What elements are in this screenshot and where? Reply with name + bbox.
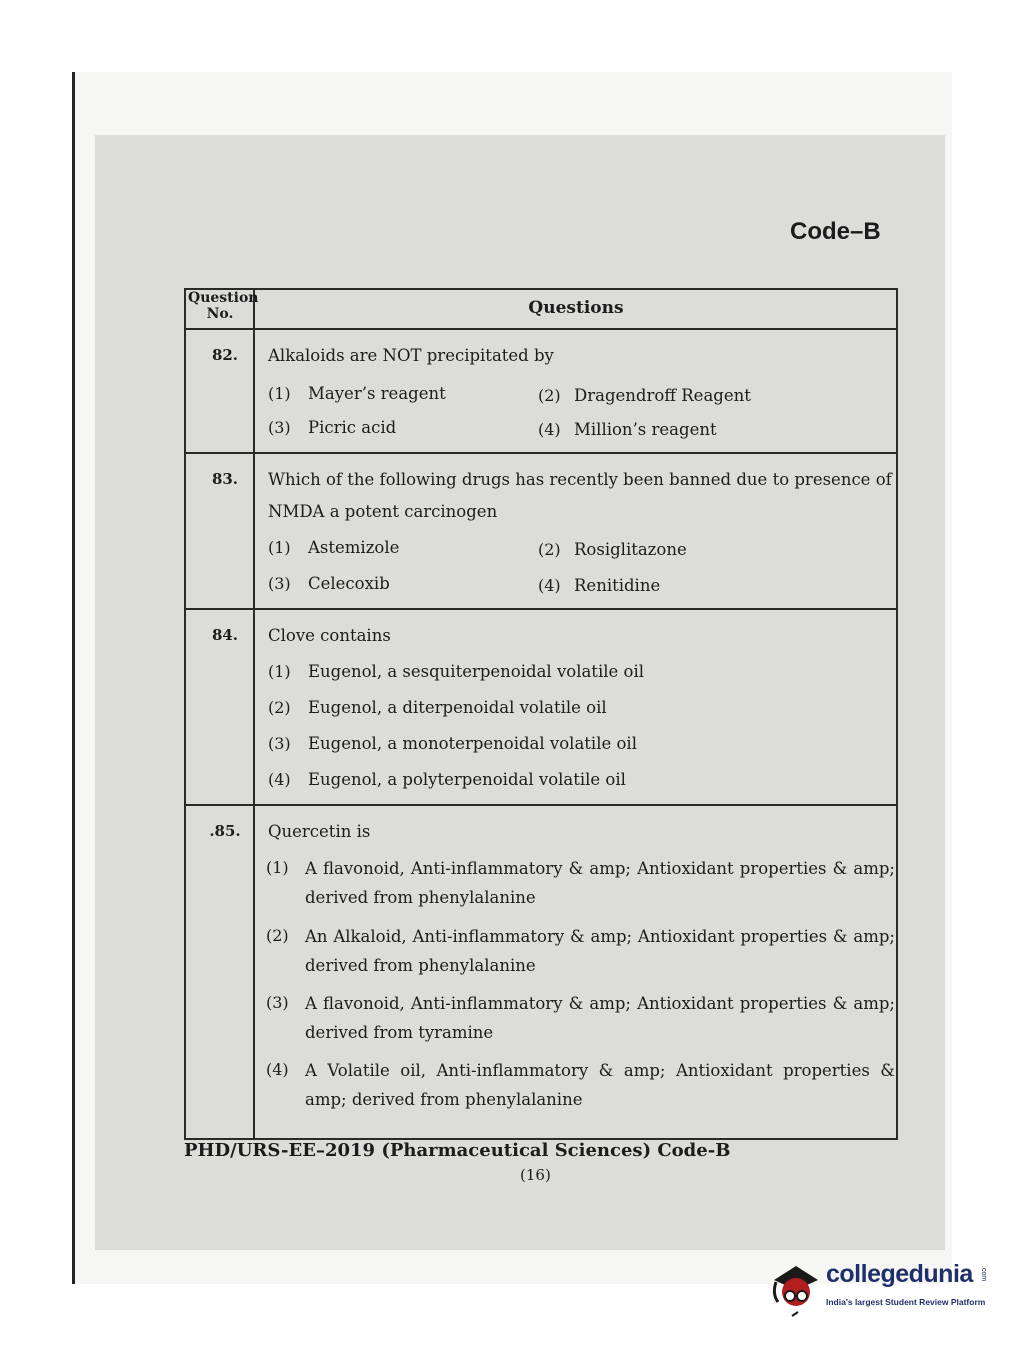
row-divider [186,452,896,454]
option-number: (3) [268,734,291,753]
question-number: 84. [211,626,239,644]
option-text: Eugenol, a monoterpenoidal volatile oil [308,734,637,753]
header-questions: Questions [528,298,624,318]
option-number: (3) [268,574,291,593]
question-text-cont: NMDA a potent carcinogen [268,502,498,521]
option-text: Renitidine [574,576,661,595]
option-number: (3) [266,993,289,1012]
option-text: Mayer’s reagent [308,384,446,403]
option-text: Dragendroff Reagent [574,386,751,405]
option-text: A Volatile oil, Anti-inflammatory & amp; Antioxidant properties & amp; derived from phenylalanine [305,1061,895,1109]
option-text: Picric acid [308,418,397,437]
logo-name: collegedunia [826,1260,973,1288]
question-text: Which of the following drugs has recently been banned due to presence of [268,470,892,489]
option-text: A flavonoid, Anti-inflammatory & amp; Antioxidant properties & amp; derived from tyramine [305,994,895,1042]
paper-code: Code–B [790,218,881,245]
collegedunia-logo [768,1250,998,1320]
option-number: (4) [268,770,291,789]
option-text: Eugenol, a diterpenoidal volatile oil [308,698,607,717]
row-divider [186,804,896,806]
option-text: Celecoxib [308,574,390,593]
option-number: (4) [538,576,561,595]
option-number: (3) [268,418,291,437]
table-header [186,290,896,330]
page-footer: PHD/URS-EE–2019 (Pharmaceutical Sciences) Code-B [184,1140,731,1161]
question-number: 82. [211,346,239,364]
option-text: Eugenol, a polyterpenoidal volatile oil [308,770,626,789]
option-number: (2) [266,926,289,945]
scan-edge [72,72,75,1284]
question-number: 83. [211,470,239,488]
option-number: (4) [266,1060,289,1079]
option-text: Rosiglitazone [574,540,687,559]
question-number: .85. [209,822,241,840]
question-text: Quercetin is [268,822,371,841]
option-number: (2) [538,540,561,559]
option-number: (4) [538,420,561,439]
option-number: (1) [268,662,291,681]
option-text: An Alkaloid, Anti-inflammatory & amp; Antioxidant properties & amp; derived from phenylalanine [305,927,895,975]
option-text: Million’s reagent [574,420,717,439]
mascot-icon [768,1250,824,1320]
logo-suffix: .com [980,1266,987,1282]
row-divider [186,608,896,610]
question-table [184,288,898,1140]
option-number: (1) [268,538,291,557]
option-number: (2) [538,386,561,405]
option-text: A flavonoid, Anti-inflammatory & amp; Antioxidant properties & amp; derived from phenylalanine [305,859,895,907]
column-divider [253,290,255,1138]
question-text: Clove contains [268,626,391,645]
option-text: Astemizole [308,538,400,557]
header-question-no: Question No. [188,290,259,322]
page-number: (16) [520,1166,551,1184]
option-number: (1) [266,858,289,877]
question-text: Alkaloids are NOT precipitated by [268,346,554,365]
option-number: (2) [268,698,291,717]
option-number: (1) [268,384,291,403]
option-text: Eugenol, a sesquiterpenoidal volatile oil [308,662,644,681]
logo-tagline: India's largest Student Review Platform [826,1297,986,1307]
